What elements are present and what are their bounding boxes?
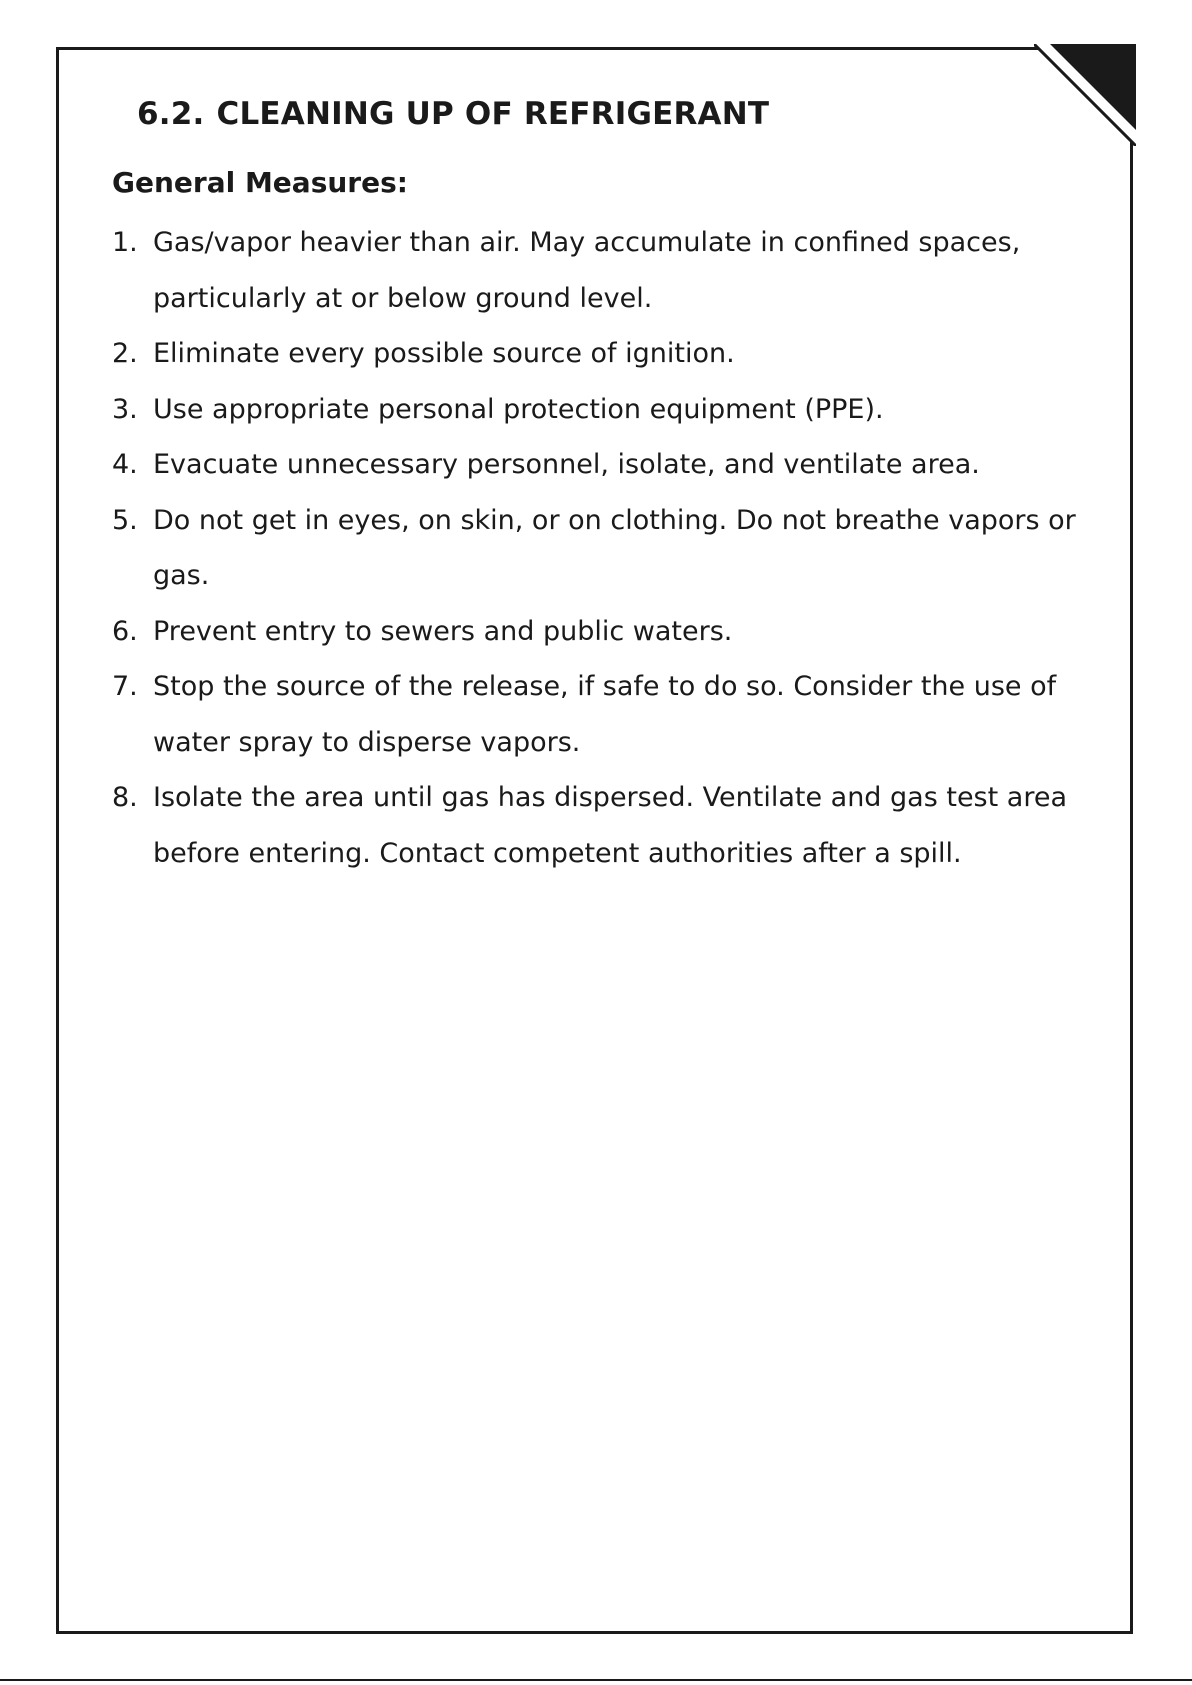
list-item [112,215,1092,326]
section-title-text: CLEANING UP OF REFRIGERANT [216,96,770,132]
section-number: 6.2. [137,96,205,132]
measures-list [112,215,1092,881]
list-item-marker: 7. [112,671,138,702]
list-item-text: Use appropriate personal protection equipment (PPE). [153,393,884,425]
bottom-rule [0,1679,1192,1681]
list-item-text: Evacuate unnecessary personnel, isolate, and ventilate area. [153,449,980,480]
list-item-text: Isolate the area until gas has dispersed. Ventilate and gas test area before entering. Contact competent authorities after a spill. [153,782,1068,869]
list-item [112,604,1092,660]
section-title [137,96,769,132]
list-item-text: Stop the source of the release, if safe to do so. Consider the use of water spray to disperse vapors. [153,671,1057,758]
list-item-marker: 6. [112,615,138,647]
list-item-text: Prevent entry to sewers and public waters. [153,615,733,647]
list-item-marker: 3. [112,393,138,425]
list-item-marker: 8. [112,782,138,813]
list-item [112,326,1092,382]
list-item-marker: 2. [112,338,138,369]
list-item [112,770,1092,881]
list-item-marker: 4. [112,449,138,480]
list-item-marker: 1. [112,227,138,258]
list-item-text: Do not get in eyes, on skin, or on clothing. Do not breathe vapors or gas. [153,504,1076,591]
list-item-marker: 5. [112,504,138,536]
list-item [112,493,1092,604]
corner-tab-decoration [1034,44,1136,146]
list-item-text: Gas/vapor heavier than air. May accumulate in confined spaces, particularly at or below ground level. [153,227,1021,314]
general-measures-heading: General Measures: [112,166,408,199]
list-item [112,382,1092,438]
list-item [112,437,1092,493]
list-item-text: Eliminate every possible source of ignition. [153,338,735,369]
list-item [112,659,1092,770]
